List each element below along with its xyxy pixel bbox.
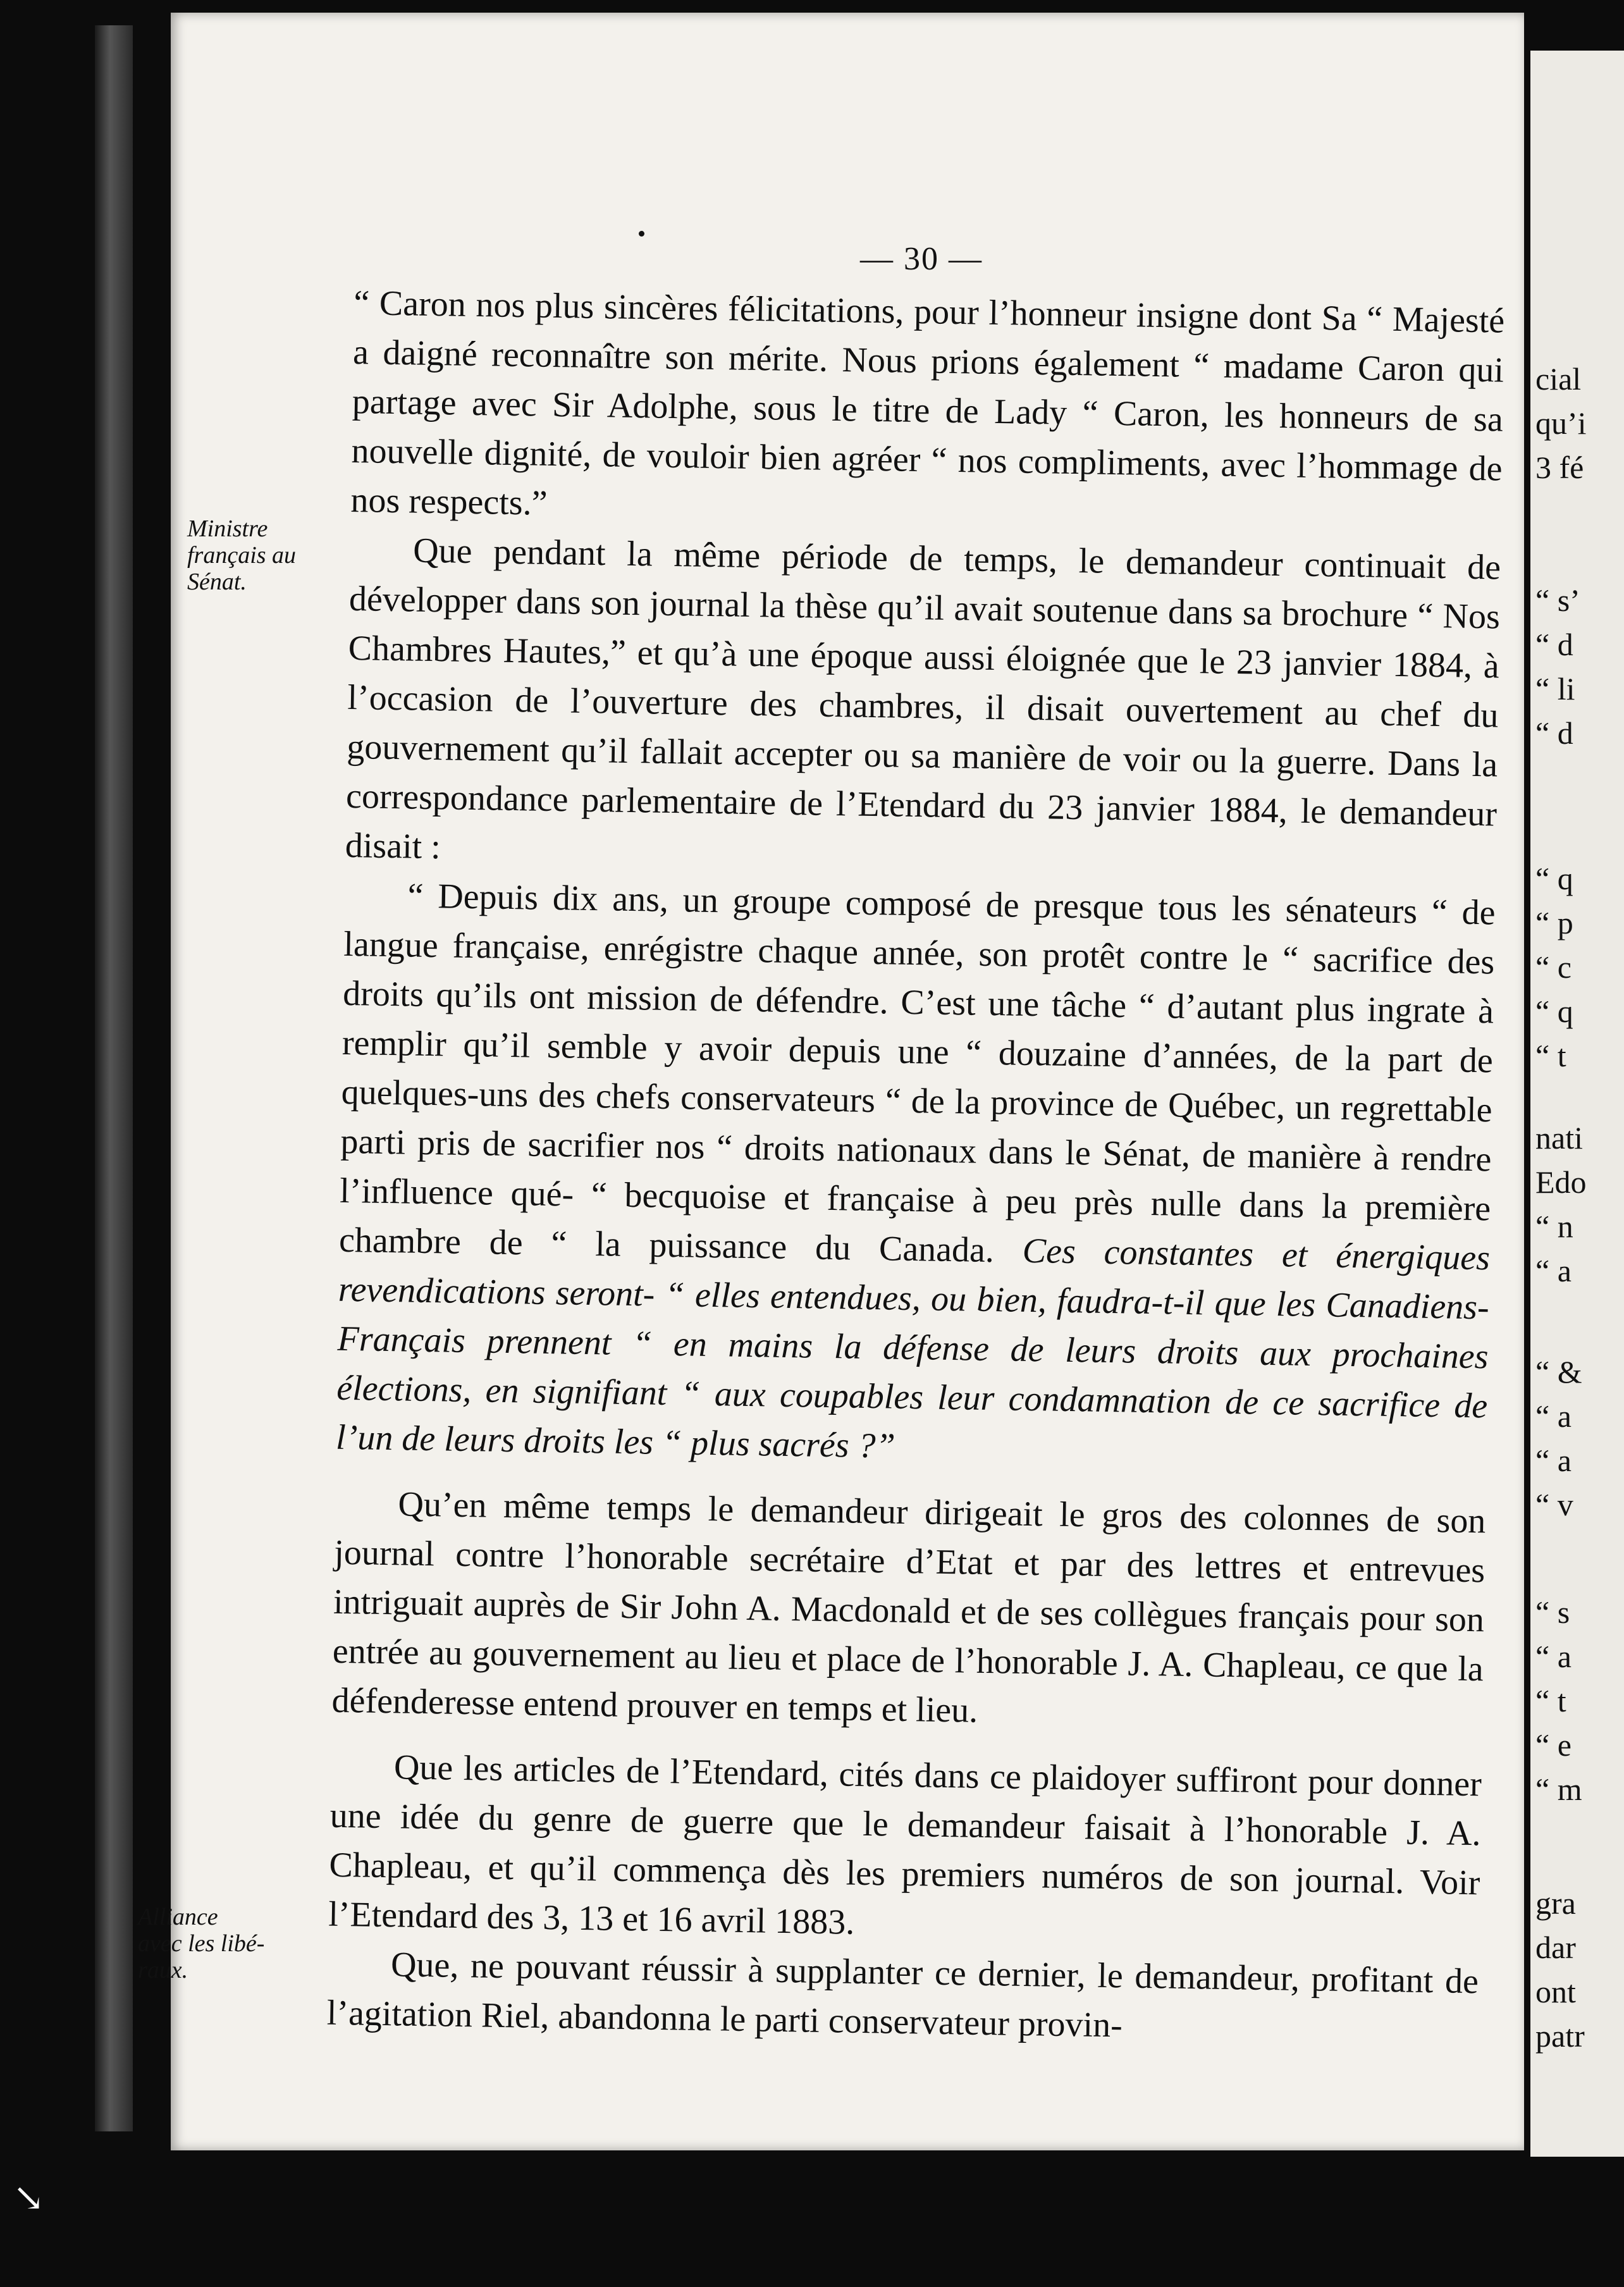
fragment: “ t xyxy=(1535,1038,1566,1073)
page-number: — 30 — xyxy=(860,241,983,277)
scan-corner-arrow-icon: ↘ xyxy=(13,2176,45,2220)
fragment: dar xyxy=(1535,1930,1576,1965)
fragment: gra xyxy=(1535,1885,1576,1921)
ink-dot xyxy=(639,231,644,237)
fragment: qu’i xyxy=(1535,405,1587,441)
page-body-text xyxy=(326,278,1504,2056)
fragment: Edo xyxy=(1535,1164,1587,1200)
book-spine-shadow xyxy=(95,25,133,2131)
fragment: “ d xyxy=(1535,715,1573,751)
fragment: nati xyxy=(1535,1120,1583,1156)
fragment: “ t xyxy=(1535,1683,1566,1718)
quote-paragraph xyxy=(336,870,1496,1480)
fragment: “ li xyxy=(1535,671,1575,706)
fragment: cial xyxy=(1535,361,1582,397)
fragment: patr xyxy=(1535,2018,1585,2054)
fragment: “ c xyxy=(1535,949,1572,985)
fragment: “ d xyxy=(1535,627,1573,662)
margin-note-senat xyxy=(187,515,296,595)
fragment: “ e xyxy=(1535,1727,1572,1763)
margin-note-line: raux. xyxy=(138,1957,188,1983)
fragment: “ a xyxy=(1535,1639,1572,1674)
quote-text: “ Depuis dix ans, un groupe composé de presque tous les sénateurs “ de langue française, enrégistre chaque année, son protêt contre le “ sacrifice des droits qu’ils ont mission de défendre. C’est une tâche “ d’autant plus ingrate à remplir qu’il semble y avoir depuis une “ douzaine d’années, de la part de quelques-uns des chefs conservateurs “ de la province de Québec, un regrettable parti pris de sacrifier nos “ droits nationaux dans le Sénat, de manière à rendre l’influence qué- “ becquoise et française à peu près nulle dans la première chambre de “ la puissance du Canada. xyxy=(338,876,1496,1271)
margin-note-line: avec les libé- xyxy=(138,1930,265,1957)
fragment: “ q xyxy=(1535,861,1573,896)
fragment: “ v xyxy=(1535,1487,1573,1522)
margin-note-alliance xyxy=(138,1904,264,1983)
margin-note-line: Sénat. xyxy=(187,569,247,595)
quote-paragraph: “ Caron nos plus sincères félicitations, pour l’honneur insigne dont Sa “ Majesté a daigné reconnaître son mérite. Nous prions également “ madame Caron qui partage avec Sir Adolphe, sous le titre de Lady “ Caron, les honneurs de sa nouvelle dignité, de vouloir bien agréer “ nos compliments, avec l’hommage de nos respects.” xyxy=(350,283,1505,523)
body-paragraph: Que les articles de l’Etendard, cités dans ce plaidoyer suffiront pour donner une idée du genre de guerre que le demandeur faisait à l’honorable J. A. Chapleau, et qu’il commença dès les premiers numéros de son journal. Voir l’Etendard des 3, 13 et 16 avril 1883. xyxy=(328,1748,1482,1942)
fragment: “ q xyxy=(1535,994,1573,1029)
margin-note-line: français au xyxy=(187,542,297,569)
fragment: “ s xyxy=(1535,1594,1570,1630)
body-paragraph: Qu’en même temps le demandeur dirigeait le gros des colonnes de son journal contre l’honorable secrétaire d’Etat et par des lettres et entrevues intriguait auprès de Sir John A. Macdonald et de ses collègues français pour son entrée au gouvernement au lieu et place de l’honorable J. A. Chapleau, ce que la défenderesse entend prouver en temps et lieu. xyxy=(331,1484,1486,1730)
fragment: 3 fé xyxy=(1535,450,1584,485)
margin-note-line: Ministre xyxy=(187,515,268,542)
margin-note-line: Alliance xyxy=(138,1904,218,1930)
fragment: “ m xyxy=(1535,1772,1582,1807)
body-paragraph: Que, ne pouvant réussir à supplanter ce dernier, le demandeur, profitant de l’agitation Riel, abandonna le parti conservateur provin- xyxy=(326,1945,1479,2045)
adjacent-page-edge xyxy=(1530,51,1624,2157)
fragment: “ a xyxy=(1535,1398,1572,1434)
body-paragraph: Que pendant la même période de temps, le demandeur continuait de développer dans son journal la thèse qu’il avait soutenue dans sa brochure “ Nos Chambres Hautes,” et qu’à une époque aussi éloignée que le 23 janvier 1884, à l’occasion de l’ouverture des chambres, il disait ouvertement au chef du gouvernement qu’il fallait accepter ou sa manière de voir ou la guerre. Dans la correspondance parlementaire de l’Etendard du 23 janvier 1884, le demandeur disait : xyxy=(345,531,1501,867)
fragment: “ a xyxy=(1535,1253,1572,1288)
fragment: ont xyxy=(1535,1974,1576,2009)
fragment: “ n xyxy=(1535,1209,1573,1244)
fragment: “ s’ xyxy=(1535,583,1580,618)
fragment: “ a xyxy=(1535,1443,1572,1478)
fragment: “ & xyxy=(1535,1354,1582,1390)
fragment: “ p xyxy=(1535,905,1573,940)
quote-italic-text: Ces constantes et énergiques revendications seront- “ elles entendues, ou bien, faudra-t-il que les Canadiens-Français prennent “ en mains la défense de leurs droits aux prochaines élections, en signifiant “ aux coupables leur condamnation de ce sacrifice de l’un de leurs droits les “ plus sacrés ?” xyxy=(335,1231,1491,1466)
